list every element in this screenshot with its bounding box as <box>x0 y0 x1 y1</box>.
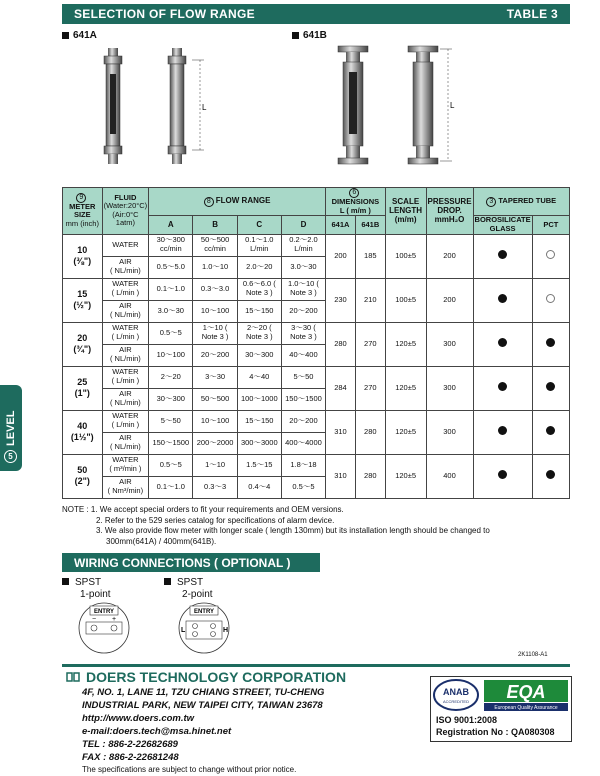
anab-accredited-text: ACCREDITED <box>442 699 470 704</box>
wiring-header: WIRING CONNECTIONS ( OPTIONAL ) <box>62 553 320 572</box>
flow-range-header: 8 FLOW RANGE <box>149 188 326 216</box>
air-flow-cell: 0.3～3 <box>193 476 237 498</box>
air-flow-cell: 20～200 <box>193 344 237 366</box>
minus-terminal-label: − <box>91 616 97 623</box>
water-flow-cell: 0.6～6.0 ( Note 3 ) <box>237 278 281 300</box>
col-borosilicate-header: BOROSILICATE GLASS <box>474 215 531 233</box>
company-logo-icon <box>66 671 80 683</box>
dim-641b-cell: 270 <box>355 322 385 366</box>
dim-641a-cell: 280 <box>326 322 356 366</box>
water-flow-cell: 0.5～5 <box>149 322 193 344</box>
fluid-air-cell: AIR ( NL/min) <box>102 432 149 454</box>
pressure-drop-header: PRESSURE DROP. mmH₂O <box>426 188 473 235</box>
air-flow-cell: 20～200 <box>281 300 325 322</box>
air-flow-cell: 10～100 <box>193 300 237 322</box>
scale-length-cell: 120±5 <box>385 454 426 498</box>
company-name: DOERS TECHNOLOGY CORPORATION <box>66 669 346 685</box>
pressure-drop-cell: 200 <box>426 234 473 278</box>
air-flow-cell: 15～150 <box>237 300 281 322</box>
water-flow-cell: 1.8～18 <box>281 454 325 476</box>
fax: FAX : 886-2-22681248 <box>82 752 179 763</box>
scale-length-cell: 100±5 <box>385 278 426 322</box>
fluid-water-cell: WATER ( m³/min ) <box>102 454 149 476</box>
air-flow-cell: 50～500 <box>193 388 237 410</box>
dim-641a-cell: 310 <box>326 410 356 454</box>
availability-dot-icon <box>546 382 555 391</box>
meter-side-view <box>408 46 438 164</box>
availability-dot-icon <box>498 426 507 435</box>
scale-length-cell: 120±5 <box>385 322 426 366</box>
water-flow-cell: 0.1～1.0 <box>149 278 193 300</box>
table-row <box>63 278 570 300</box>
notes-block <box>62 505 572 547</box>
pressure-drop-cell: 400 <box>426 454 473 498</box>
model-641b-label: 641B <box>292 30 327 41</box>
borosilicate-cell <box>473 410 532 454</box>
water-flow-cell: 3～30 <box>193 366 237 388</box>
air-flow-cell: 150～1500 <box>281 388 325 410</box>
fluid-water-cell: WATER <box>102 234 149 256</box>
eqa-subtitle: European Quality Assurance <box>494 705 558 711</box>
scale-length-cell: 120±5 <box>385 410 426 454</box>
dimensions-header: 6DIMENSIONS L ( m/m ) <box>326 188 386 216</box>
iso-standard: ISO 9001:2008 <box>436 715 498 725</box>
note-1: NOTE : 1. We accept special orders to fit your requirements and OEM versions. <box>62 505 344 514</box>
meter-front-view <box>338 46 368 164</box>
entry-label: ENTRY <box>193 609 215 615</box>
air-flow-cell: 400～4000 <box>281 432 325 454</box>
scale-length-header: SCALE LENGTH (m/m) <box>385 188 426 235</box>
fluid-header: FLUID (Water:20°C) (Air:0°C 1atm) <box>102 188 149 235</box>
pct-cell <box>532 366 569 410</box>
anab-logo: ANAB <box>443 687 469 697</box>
water-flow-cell: 2～20 ( Note 3 ) <box>237 322 281 344</box>
col-d-header: D <box>281 216 325 234</box>
availability-dot-icon <box>498 294 507 303</box>
water-flow-cell: 10～100 <box>193 410 237 432</box>
flow-range-table <box>62 187 570 499</box>
col-641a-header: 641A <box>326 216 356 234</box>
air-flow-cell: 10～100 <box>149 344 193 366</box>
air-flow-cell: 100～1000 <box>237 388 281 410</box>
dimension-l-label: L <box>450 101 455 110</box>
dim-641b-cell: 210 <box>355 278 385 322</box>
water-flow-cell: 0.1～1.0 L/min <box>237 234 281 256</box>
air-flow-cell: 3.0～30 <box>149 300 193 322</box>
water-flow-cell: 1～10 <box>193 454 237 476</box>
spst-1-wiring-diagram <box>68 600 140 654</box>
bullet-square-icon <box>292 32 299 39</box>
table-row <box>63 454 570 476</box>
water-flow-cell: 15～150 <box>237 410 281 432</box>
availability-dot-icon <box>498 470 507 479</box>
meter-size-cell: 20 (¾") <box>63 322 103 366</box>
bullet-square-icon <box>62 578 69 585</box>
table-row <box>63 410 570 432</box>
air-flow-cell: 30～300 <box>149 388 193 410</box>
water-flow-cell: 50～500 cc/min <box>193 234 237 256</box>
level-side-tab <box>0 385 22 471</box>
scale-length-cell: 100±5 <box>385 234 426 278</box>
col-b-header: B <box>193 216 237 234</box>
air-flow-cell: 1.0～10 <box>193 256 237 278</box>
table-row <box>63 322 570 344</box>
meter-size-cell: 50 (2") <box>63 454 103 498</box>
dim-641a-cell: 230 <box>326 278 356 322</box>
table-label: TABLE 3 <box>506 7 558 21</box>
air-flow-cell: 30～300 <box>237 344 281 366</box>
fluid-air-cell: AIR ( NL/min) <box>102 300 149 322</box>
air-flow-cell: 0.4～4 <box>237 476 281 498</box>
fluid-water-cell: WATER ( L/min ) <box>102 278 149 300</box>
pressure-drop-cell: 300 <box>426 410 473 454</box>
dim-641a-cell: 310 <box>326 454 356 498</box>
availability-dot-icon <box>546 470 555 479</box>
company-address-block <box>82 686 324 764</box>
pressure-drop-cell: 300 <box>426 366 473 410</box>
dim-641b-cell: 280 <box>355 454 385 498</box>
spst-2-wiring-diagram <box>168 600 240 654</box>
note-3-cont: 300mm(641A) / 400mm(641B). <box>106 536 217 546</box>
meter-641b-drawing <box>330 38 460 173</box>
water-flow-cell: 30～300 cc/min <box>149 234 193 256</box>
air-flow-cell: 0.1～1.0 <box>149 476 193 498</box>
eqa-logo: EQA <box>506 682 546 702</box>
dim-641a-cell: 200 <box>326 234 356 278</box>
col-641b-header: 641B <box>355 216 385 234</box>
dimension-l-label: L <box>202 103 207 112</box>
model-641a-label: 641A <box>62 30 97 41</box>
borosilicate-cell <box>473 454 532 498</box>
air-flow-cell: 200～2000 <box>193 432 237 454</box>
high-contact-label: H <box>223 627 229 634</box>
tapered-tube-header: 3 TAPERED TUBE <box>473 188 569 216</box>
water-flow-cell: 4～40 <box>237 366 281 388</box>
water-flow-cell: 5～50 <box>149 410 193 432</box>
availability-dot-icon <box>498 338 507 347</box>
fluid-air-cell: AIR ( NL/min) <box>102 256 149 278</box>
fluid-water-cell: WATER ( L/min ) <box>102 322 149 344</box>
certification-logos <box>432 678 570 712</box>
website-link[interactable]: http://www.doers.com.tw <box>82 713 195 724</box>
air-flow-cell: 0.5～5 <box>281 476 325 498</box>
air-flow-cell: 150～1500 <box>149 432 193 454</box>
pct-cell <box>532 278 569 322</box>
fluid-air-cell: AIR ( NL/min) <box>102 388 149 410</box>
dim-641b-cell: 185 <box>355 234 385 278</box>
section-number: 5 <box>4 450 17 463</box>
air-flow-cell: 3.0～30 <box>281 256 325 278</box>
pct-cell <box>532 454 569 498</box>
meter-size-cell: 15 (½") <box>63 278 103 322</box>
bullet-square-icon <box>164 578 171 585</box>
water-flow-cell: 0.2～2.0 L/min <box>281 234 325 256</box>
meter-size-cell: 10 (⅜") <box>63 234 103 278</box>
dim-641b-cell: 280 <box>355 410 385 454</box>
meter-size-header: 9 METER SIZE mm (inch) <box>63 188 103 235</box>
availability-dot-icon <box>546 338 555 347</box>
availability-dot-icon <box>498 250 507 259</box>
water-flow-cell: 0.3～3.0 <box>193 278 237 300</box>
water-flow-cell: 3～30 ( Note 3 ) <box>281 322 325 344</box>
note-3: 3. We also provide flow meter with longer scale ( length 130mm) but its installation length should be changed to <box>96 526 490 535</box>
water-flow-cell: 5～50 <box>281 366 325 388</box>
fluid-water-cell: WATER ( L/min ) <box>102 410 149 432</box>
water-flow-cell: 2～20 <box>149 366 193 388</box>
email-link[interactable]: e-mail:doers.tech@msa.hinet.net <box>82 726 232 737</box>
registration-number: Registration No : QA080308 <box>436 727 555 737</box>
table-row <box>63 234 570 256</box>
pct-cell <box>532 234 569 278</box>
fluid-air-cell: AIR ( Nm³/min) <box>102 476 149 498</box>
availability-dot-icon <box>546 426 555 435</box>
meter-size-cell: 25 (1") <box>63 366 103 410</box>
air-flow-cell: 300～3000 <box>237 432 281 454</box>
note-2: 2. Refer to the 529 series catalog for specifications of alarm device. <box>96 515 335 525</box>
water-flow-cell: 0.5～5 <box>149 454 193 476</box>
air-flow-cell: 2.0～20 <box>237 256 281 278</box>
col-pct-header: PCT <box>532 216 569 234</box>
meter-side-view <box>168 48 186 164</box>
air-flow-cell: 0.5～5.0 <box>149 256 193 278</box>
borosilicate-cell <box>473 278 532 322</box>
borosilicate-cell <box>473 366 532 410</box>
address-line-2: INDUSTRIAL PARK, NEW TAIPEI CITY, TAIWAN 23678 <box>82 700 323 711</box>
entry-label: ENTRY <box>93 609 115 615</box>
borosilicate-cell <box>473 234 532 278</box>
dim-641a-cell: 284 <box>326 366 356 410</box>
footer-rule <box>62 664 570 667</box>
fluid-air-cell: AIR ( NL/min) <box>102 344 149 366</box>
meter-front-view <box>104 48 122 164</box>
fluid-water-cell: WATER ( L/min ) <box>102 366 149 388</box>
section-label: LEVEL <box>4 410 17 446</box>
spst-2-point: SPST 2-point <box>164 577 213 601</box>
plus-terminal-label: + <box>111 616 117 623</box>
pressure-drop-cell: 200 <box>426 278 473 322</box>
water-flow-cell: 1.0～10 ( Note 3 ) <box>281 278 325 300</box>
address-line-1: 4F, NO. 1, LANE 11, TZU CHIANG STREET, TU-CHENG <box>82 687 325 698</box>
water-flow-cell: 1.5～15 <box>237 454 281 476</box>
water-flow-cell: 1～10 ( Note 3 ) <box>193 322 237 344</box>
pct-cell <box>532 410 569 454</box>
iso-certification-text <box>436 714 555 738</box>
bullet-square-icon <box>62 32 69 39</box>
pct-cell <box>532 322 569 366</box>
telephone: TEL : 886-2-22682689 <box>82 739 178 750</box>
borosilicate-cell <box>473 322 532 366</box>
document-number: 2K1108-A1 <box>518 652 548 658</box>
table-row <box>63 366 570 388</box>
low-contact-label: L <box>181 627 186 634</box>
scale-length-cell: 120±5 <box>385 366 426 410</box>
col-c-header: C <box>237 216 281 234</box>
col-a-header: A <box>149 216 193 234</box>
meter-size-cell: 40 (1½") <box>63 410 103 454</box>
dim-641b-cell: 270 <box>355 366 385 410</box>
air-flow-cell: 40～400 <box>281 344 325 366</box>
meter-641a-drawing <box>90 38 220 168</box>
water-flow-cell: 20～200 <box>281 410 325 432</box>
pressure-drop-cell: 300 <box>426 322 473 366</box>
availability-dot-icon <box>546 294 555 303</box>
availability-dot-icon <box>498 382 507 391</box>
section-title: SELECTION OF FLOW RANGE <box>74 7 255 21</box>
footer-disclaimer: The specifications are subject to change without prior notice. <box>82 765 297 774</box>
availability-dot-icon <box>546 250 555 259</box>
spst-1-point: SPST 1-point <box>62 577 111 601</box>
section-header <box>62 4 570 24</box>
